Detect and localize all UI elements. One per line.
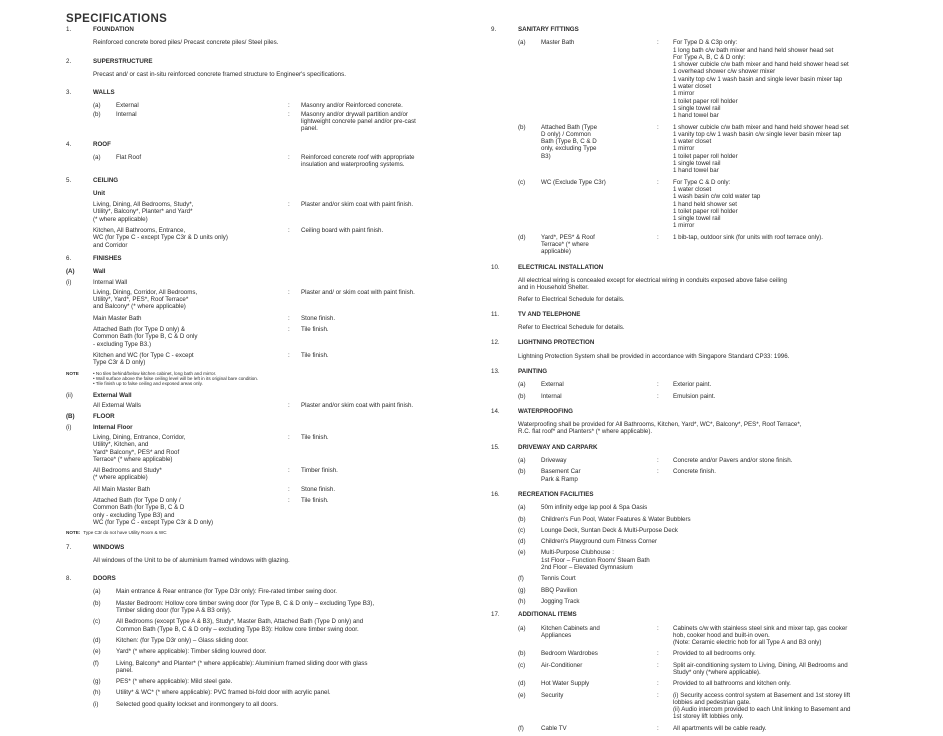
item-text: Multi-Purpose Clubhouse : 1st Floor – Function Room/ Steam Bath 2nd Floor – Elevated Gymnasium xyxy=(541,549,650,572)
item-letter: (g) xyxy=(518,586,526,594)
item-label: Internal xyxy=(116,110,137,118)
section-heading: ELECTRICAL INSTALLATION xyxy=(518,263,604,271)
item-value: Provided to all bathrooms and kitchen only. xyxy=(673,680,791,688)
item-text: Master Bedroom: Hollow core timber swing door (for Type B, C & D only – excluding Type B3), Timber sliding door (for Type A & B3 only). xyxy=(116,599,375,615)
finish-letter: (B) xyxy=(66,413,75,421)
item-letter: (d) xyxy=(518,538,526,546)
item-letter: (e) xyxy=(518,691,526,699)
item-text: Utility* & WC* (* where applicable): PVC framed bi-fold door with acrylic panel. xyxy=(116,689,331,697)
item-label: Attached Bath (for Type D only / Common Bath (for Type B, C & D only - excluding Type B3) and WC (for Type C - except Type C3r & D only) xyxy=(93,496,214,526)
item-letter: (c) xyxy=(518,526,526,534)
section-recreation xyxy=(491,491,901,605)
item-letter: (a) xyxy=(93,153,101,161)
section-heading: WATERPROOFING xyxy=(518,407,573,415)
item-label: Kitchen and WC (for Type C - except Type C3r & D only) xyxy=(93,351,194,367)
item-letter: (a) xyxy=(93,102,101,110)
item-letter: (e) xyxy=(518,549,526,557)
item-letter: (b) xyxy=(518,468,526,476)
section-heading: LIGHTNING PROTECTION xyxy=(518,339,595,347)
item-label: Living, Dining, Entrance, Corridor, Utility*, Kitchen, and Yard* Balcony*, PES* and Roof Terrace* (* where applicable) xyxy=(93,433,186,463)
item-label: Living, Dining, All Bedrooms, Study*, Utility*, Balcony*, Planter* and Yard* (* where applicable) xyxy=(93,201,194,223)
item-label: Hot Water Supply xyxy=(541,680,590,688)
left-column xyxy=(66,26,476,712)
section-number: 8. xyxy=(66,575,72,583)
item-value: 1 bib-tap, outdoor sink (for units with roof terrace only). xyxy=(673,233,823,241)
section-additional: 17. ADDITIONAL ITEMS (a) Kitchen Cabinets and Appliances : Cabinets c/w with stainless steel sink and mixer tap, gas cooker hob, cooker hood and built-in oven. (Note: Ceramic electric hob for all Type A and B3 only) (b) Bedroom Wardrobes : Provided to all bedrooms only. (c) Air-Conditioner : Split air-conditioning system to Living, Dining, All Bedrooms and Study* only (*where applicable). (d) Hot Water Supply : Provided to all bathrooms and kitchen only. (e) Security : (i) Security access control system at Basement and 1st storey lift lobbies and pedestrian gate. (ii) Audio intercom provided to each Unit linking to Basement and 1st storey lift lobbies only. (f) Cable TV : All apartments will be cable ready. xyxy=(491,611,901,732)
finish-letter: (i) xyxy=(66,278,72,286)
section-walls: 3. WALLS (a) External : Masonry and/or Reinforced concrete. (b) Internal : Masonry and/or drywall partition and/or lightweight concrete panel and/or pre-cast panel. xyxy=(66,89,476,132)
item-text: PES* (* where applicable): Mild steel gate. xyxy=(116,678,233,686)
item-value: Split air-conditioning system to Living, Dining, All Bedrooms and Study* only (*where applicable). xyxy=(673,661,848,676)
note-label: NOTE xyxy=(66,370,79,376)
section-superstructure xyxy=(66,58,476,79)
item-value: Tile finish. xyxy=(301,351,329,359)
item-letter: (f) xyxy=(518,575,524,583)
item-value: Plaster and/or skim coat with paint finish. xyxy=(301,402,414,410)
item-label: Main Master Bath xyxy=(93,314,142,322)
item-label: Yard*, PES* & Roof Terrace* (* where applicable) xyxy=(541,233,595,256)
item-label: Driveway xyxy=(541,457,567,465)
item-letter: (a) xyxy=(518,504,526,512)
item-letter: (h) xyxy=(93,689,101,697)
section-number: 11. xyxy=(491,310,500,318)
item-value: All apartments will be cable ready. xyxy=(673,724,767,732)
section-heading: FOUNDATION xyxy=(93,26,134,33)
item-text: Tennis Court xyxy=(541,575,576,583)
section-heading: DRIVEWAY AND CARPARK xyxy=(518,443,598,451)
item-letter: (b) xyxy=(518,515,526,523)
item-letter: (g) xyxy=(93,678,101,686)
section-number: 1. xyxy=(66,26,72,33)
finish-subheading: Internal Wall xyxy=(93,278,128,286)
item-text: Children's Fun Pool, Water Features & Water Bubblers xyxy=(541,515,691,523)
item-letter: (i) xyxy=(93,700,99,708)
section-windows xyxy=(66,544,476,565)
section-text: Reinforced concrete bored piles/ Precast concrete piles/ Steel piles. xyxy=(93,39,279,47)
finish-subheading: Internal Floor xyxy=(93,423,133,431)
item-letter: (a) xyxy=(93,588,101,596)
item-text: BBQ Pavilion xyxy=(541,586,578,594)
section-heading: WINDOWS xyxy=(93,543,125,551)
section-number: 2. xyxy=(66,57,72,65)
item-letter: (b) xyxy=(93,599,101,607)
item-label: Cable TV xyxy=(541,724,567,732)
right-column xyxy=(491,26,901,736)
item-label: Bedroom Wardrobes xyxy=(541,650,598,658)
item-value: Timber finish. xyxy=(301,467,338,475)
finish-subheading: Wall xyxy=(93,268,106,276)
section-heading: CEILING xyxy=(93,176,119,184)
section-heading: WALLS xyxy=(93,89,115,97)
item-label: External xyxy=(116,102,139,110)
section-number: 6. xyxy=(66,254,72,262)
section-text: Precast and/ or cast in-situ reinforced concrete framed structure to Engineer's specifications. xyxy=(93,70,346,78)
item-value: Cabinets c/w with stainless steel sink and mixer tap, gas cooker hob, cooker hood and built-in oven. (Note: Ceramic electric hob for all Type A and B3 only) xyxy=(673,624,848,647)
finishes-note xyxy=(66,371,476,387)
item-text: Selected good quality lockset and ironmongery to all doors. xyxy=(116,700,279,708)
ceiling-subheading: Unit xyxy=(93,189,106,197)
finish-subheading: FLOOR xyxy=(93,413,115,421)
item-text: Kitchen: (for Type D3r only) – Glass sliding door. xyxy=(116,636,249,644)
section-text: All windows of the Unit to be of aluminium framed windows with glazing. xyxy=(93,556,290,564)
floor-note xyxy=(66,530,476,535)
section-number: 10. xyxy=(491,263,500,271)
item-value: Exterior paint. xyxy=(673,381,712,389)
item-text: Jogging Track xyxy=(541,597,580,605)
item-label: Living, Dining, Corridor, All Bedrooms, Utility*, Yard*, PES*, Roof Terrace* and Balcony* (* where applicable) xyxy=(93,288,198,311)
item-letter: (d) xyxy=(518,680,526,688)
section-finishes: 6. FINISHES (A) Wall (i) Internal Wall Living, Dining, Corridor, All Bedrooms, Utility*, Yard*, PES*, Roof Terrace* and Balcony* (* where applicable) : Plaster and/ or skim coat with paint finish. Main Master Bath : Stone finish. Attached Bath (for Type D only) & Common Bath (for Type B, C & D only - excluding Type B3.) : Tile finish. Kitchen and WC (for Type C - except Type C3r & D only) : Tile finish. NOTE • No tiles behind/below kitchen cabinet, long bath and mirror. • Wall surface above the false ceiling level will be left in its original bare condition. • Tile finish up to false ceiling and exposed areas only. (ii) External Wall All External Walls : Plaster and/or skim coat with paint finish. (B) FLOOR (i) Internal Floor Living, Dining, Entrance, Corridor, Utility*, Kitchen, and Yard* Balcony*, PES* and Roof Terrace* (* where applicable) : Tile finish. All Bedrooms and Study* (* where applicable) : Timber finish. All Main Master Bath : Stone finish. Attached Bath (for Type D only / Common Bath (for Type B, C & D only - excluding Type B3) and WC (for Type C - except Type C3r & D only) : Tile finish. NOTE: Type C3r do not have Utility Room & WC xyxy=(66,255,476,536)
item-text: Children's Playground cum Fitness Corner xyxy=(541,538,658,546)
section-number: 15. xyxy=(491,443,500,451)
item-letter: (a) xyxy=(518,457,526,465)
item-letter: (c) xyxy=(93,618,101,626)
item-letter: (h) xyxy=(518,597,526,605)
item-value: Concrete and/or Pavers and/or stone finish. xyxy=(673,457,793,465)
item-value: Stone finish. xyxy=(301,314,336,322)
item-value: Plaster and/or skim coat with paint finish. xyxy=(301,201,414,209)
section-heading: SANITARY FITTINGS xyxy=(518,26,579,33)
item-value: Tile finish. xyxy=(301,496,329,504)
item-letter: (f) xyxy=(93,659,99,667)
item-value: Plaster and/ or skim coat with paint finish. xyxy=(301,288,415,296)
note-text: Type C3r do not have Utility Room & WC xyxy=(83,530,167,536)
item-value: Ceiling board with paint finish. xyxy=(301,227,384,235)
item-label: Kitchen, All Bathrooms, Entrance, WC (for Type C - except Type C3r & D units only) and Corridor xyxy=(93,227,228,249)
section-heading: ADDITIONAL ITEMS xyxy=(518,611,577,619)
section-ceiling: 5. CEILING Unit Living, Dining, All Bedrooms, Study*, Utility*, Balcony*, Planter* and Yard* (* where applicable) : Plaster and/or skim coat with paint finish. Kitchen, All Bathrooms, Entrance, WC (for Type C - except Type C3r & D units only) and Corridor : Ceiling board with paint finish. xyxy=(66,177,476,249)
item-letter: (c) xyxy=(518,661,526,669)
item-label: All Main Master Bath xyxy=(93,485,151,493)
item-label: Attached Bath (for Type D only) & Common Bath (for Type B, C & D only - excluding Type B3.) xyxy=(93,326,198,348)
item-label: Flat Roof xyxy=(116,153,142,161)
finish-subheading: External Wall xyxy=(93,391,132,399)
section-heading: TV AND TELEPHONE xyxy=(518,310,581,318)
item-label: Security xyxy=(541,691,564,699)
section-number: 9. xyxy=(491,26,497,33)
item-value: Masonry and/or drywall partition and/or lightweight concrete panel and/or pre-cast panel. xyxy=(301,110,416,133)
item-letter: (a) xyxy=(518,381,526,389)
item-text: Living, Balcony* and Planter* (* where applicable): Aluminium framed sliding door with glass panel. xyxy=(116,659,368,674)
item-value: For Type C & D only: 1 water closet 1 wash basin c/w cold water tap 1 hand held shower set 1 toilet paper roll holder 1 single towel rail 1 mirror xyxy=(673,178,761,230)
item-label: Kitchen Cabinets and Appliances xyxy=(541,624,600,639)
page-title: SPECIFICATIONS xyxy=(66,13,168,25)
item-value: Tile finish. xyxy=(301,326,329,334)
item-value: For Type D & C3p only: 1 long bath c/w bath mixer and hand held shower head set For Type A, B, C & D only: 1 shower cubicle c/w bath mixer and hand held shower head set 1 overhead shower c/w shower mixer 1 vanity top c/w 1 wash basin and single lever basin mixer tap 1 water closet 1 mirror 1 toilet paper roll holder 1 single towel rail 1 hand towel bar xyxy=(673,39,849,120)
item-text: All Bedrooms (except Type A & B3), Study*, Master Bath, Attached Bath (Type D only) and Common Bath (Type B, C & D only – excluding Type B3): Hollow core timber swing door. xyxy=(116,618,364,633)
section-heading: ROOF xyxy=(93,140,111,148)
section-heading: FINISHES xyxy=(93,254,122,262)
item-letter: (b) xyxy=(518,392,526,400)
item-label: All Bedrooms and Study* (* where applicable) xyxy=(93,467,162,482)
section-lightning xyxy=(491,339,901,360)
section-number: 5. xyxy=(66,176,72,184)
section-text: Lightning Protection System shall be provided in accordance with Singapore Standard CP33: 1996. xyxy=(518,352,790,360)
item-value: (i) Security access control system at Basement and 1st storey lift lobbies and pedestrian gate. (ii) Audio intercom provided to each Unit linking to Basement and 1st storey lift lobbies only. xyxy=(673,691,851,721)
item-text: Yard* (* where applicable): Timber sliding louvred door. xyxy=(116,648,267,656)
item-letter: (a) xyxy=(518,39,526,47)
section-roof: 4. ROOF (a) Flat Roof : Reinforced concrete roof with appropriate insulation and waterproofing systems. xyxy=(66,141,476,169)
note-label: NOTE: xyxy=(66,530,81,536)
section-number: 14. xyxy=(491,407,500,415)
section-driveway: 15. DRIVEWAY AND CARPARK (a) Driveway : Concrete and/or Pavers and/or stone finish. (b) Basement Car Park & Ramp : Concrete finish. xyxy=(491,444,901,483)
section-heading: DOORS xyxy=(93,575,116,583)
item-text: 50m infinity edge lap pool & Spa Oasis xyxy=(541,504,648,512)
section-painting: 13. PAINTING (a) External : Exterior paint. (b) Internal : Emulsion paint. xyxy=(491,368,901,400)
item-letter: (a) xyxy=(518,624,526,632)
item-label: Air-Conditioner xyxy=(541,661,583,669)
section-electrical xyxy=(491,264,901,303)
item-letter: (c) xyxy=(518,178,526,186)
section-number: 16. xyxy=(491,490,500,498)
item-letter: (b) xyxy=(93,110,101,118)
item-value: Masonry and/or Reinforced concrete. xyxy=(301,102,403,110)
item-value: Tile finish. xyxy=(301,433,329,441)
item-label: Internal xyxy=(541,392,562,400)
item-text: Main entrance & Rear entrance (for Type D3r only): Fire-rated timber swing door. xyxy=(116,588,338,596)
section-number: 12. xyxy=(491,339,500,347)
item-label: External xyxy=(541,381,564,389)
section-heading: PAINTING xyxy=(518,367,548,375)
section-text: Refer to Electrical Schedule for details. xyxy=(518,295,625,303)
section-text: Refer to Electrical Schedule for details. xyxy=(518,324,625,332)
item-value: Emulsion paint. xyxy=(673,392,716,400)
finish-letter: (ii) xyxy=(66,391,73,399)
item-value: Provided to all bedrooms only. xyxy=(673,650,756,658)
item-value: Reinforced concrete roof with appropriate insulation and waterproofing systems. xyxy=(301,153,415,169)
section-sanitary: 9. SANITARY FITTINGS (a) Master Bath : For Type D & C3p only: 1 long bath c/w bath mixer and hand held shower head set For Type A, B, C & D only: 1 shower cubicle c/w bath mixer and hand held shower head set 1 overhead shower c/w shower mixer 1 vanity top c/w 1 wash basin and single lever basin mixer tap 1 water closet 1 mirror 1 toilet paper roll holder 1 single towel rail 1 hand towel bar (b) Attached Bath (Type D only) / Common Bath (Type B, C & D only, excluding Type B3) : 1 shower cubicle c/w bath mixer and hand held shower head set 1 vanity top c/w 1 wash basin c/w single lever basin mixer tap 1 water closet 1 mirror 1 toilet paper roll holder 1 single towel rail 1 hand towel bar (c) WC (Exclude Type C3r) : For Type C & D only: 1 water closet 1 wash basin c/w cold water tap 1 hand held shower set 1 toilet paper roll holder 1 single towel rail 1 mirror (d) Yard*, PES* & Roof Terrace* (* where applicable) : 1 bib-tap, outdoor sink (for units with roof terrace only). xyxy=(491,26,901,256)
finish-letter: (A) xyxy=(66,268,75,276)
item-value: 1 shower cubicle c/w bath mixer and hand held shower head set 1 vanity top c/w 1 wash basin c/w single lever basin mixer tap 1 water closet 1 mirror 1 toilet paper roll holder 1 single towel rail 1 hand towel bar xyxy=(673,123,849,175)
section-heading: SUPERSTRUCTURE xyxy=(93,57,153,65)
item-letter: (b) xyxy=(518,123,526,131)
section-doors xyxy=(66,575,476,708)
item-letter: (d) xyxy=(518,233,526,241)
item-letter: (e) xyxy=(93,648,101,656)
item-label: Attached Bath (Type D only) / Common Bath (Type B, C & D only, excluding Type B3) xyxy=(541,123,598,160)
section-heading: RECREATION FACILITIES xyxy=(518,490,594,498)
item-label: All External Walls xyxy=(93,402,141,410)
section-number: 17. xyxy=(491,611,500,619)
item-letter: (b) xyxy=(518,650,526,658)
item-value: Stone finish. xyxy=(301,485,336,493)
item-letter: (d) xyxy=(93,636,101,644)
finish-letter: (i) xyxy=(66,423,72,431)
item-label: Basement Car Park & Ramp xyxy=(541,468,581,483)
item-text: Lounge Deck, Suntan Deck & Multi-Purpose Deck xyxy=(541,526,678,534)
note-text: • No tiles behind/below kitchen cabinet, long bath and mirror. • Wall surface above the false ceiling level will be left in its original bare condition. • Tile finish up to false ceiling and exposed areas only. xyxy=(93,370,259,387)
section-tv xyxy=(491,311,901,332)
section-text: All electrical wiring is concealed except for electrical wiring in conduits exposed above false ceiling and in Household Shelter. xyxy=(518,276,787,292)
item-value: Concrete finish. xyxy=(673,468,716,476)
item-label: WC (Exclude Type C3r) xyxy=(541,178,606,186)
section-text: Waterproofing shall be provided for All Bathrooms, Kitchen, Yard*, WC*, Balcony*, PES*, Roof Terrace*, R.C. flat roof* and Planters* (* where applicable). xyxy=(518,421,802,436)
section-number: 13. xyxy=(491,367,500,375)
item-label: Master Bath xyxy=(541,39,575,47)
section-waterproofing xyxy=(491,408,901,436)
section-number: 3. xyxy=(66,89,72,97)
section-number: 7. xyxy=(66,543,72,551)
item-letter: (f) xyxy=(518,724,524,732)
section-number: 4. xyxy=(66,140,72,148)
section-foundation xyxy=(66,26,476,47)
